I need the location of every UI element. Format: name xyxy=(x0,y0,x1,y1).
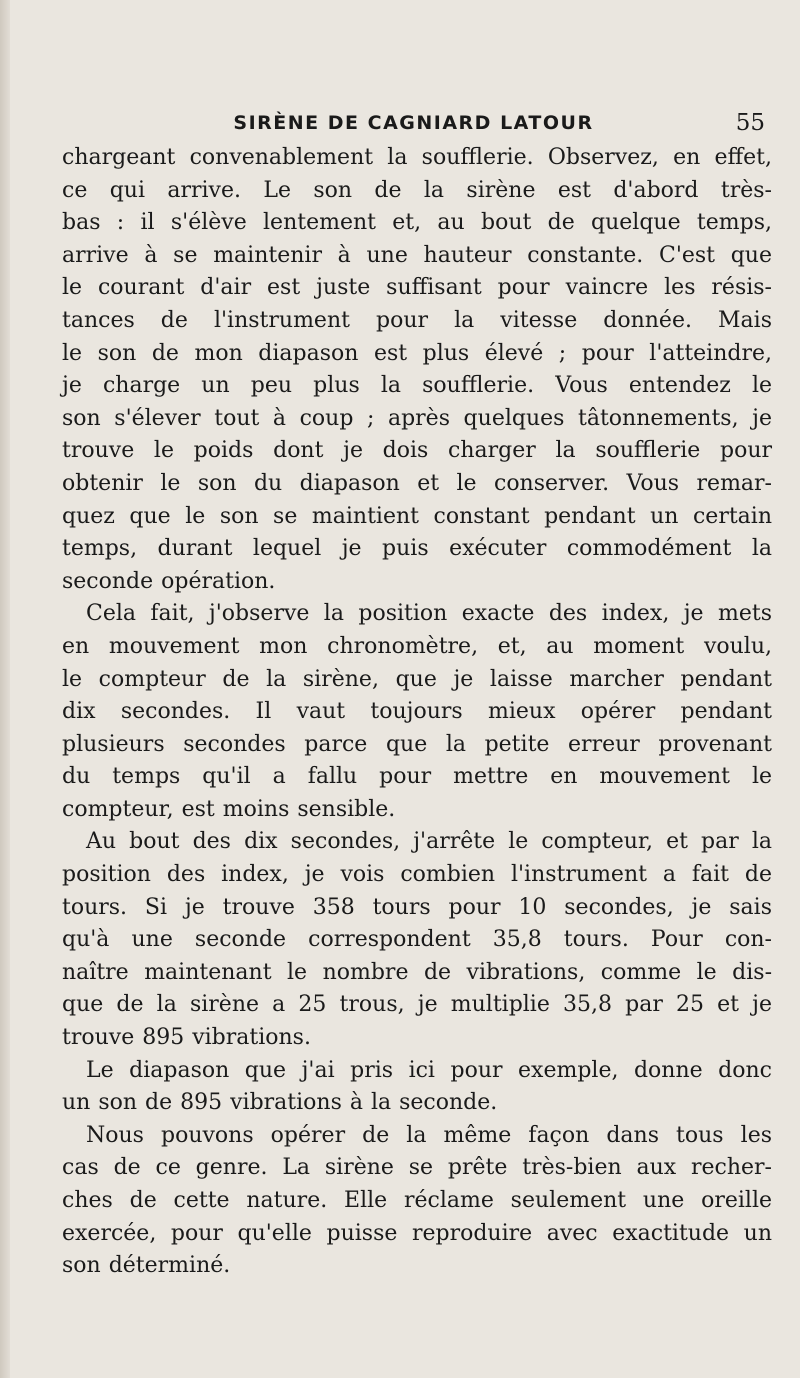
text-line: ches de cette nature. Elle réclame seulement une oreille xyxy=(62,1188,772,1213)
text-line: le courant d'air est juste suffisant pour vaincre les résis- xyxy=(62,275,772,301)
text-line: le compteur de la sirène, que je laisse marcher pendant xyxy=(62,666,772,692)
text-line: arrive à se maintenir à une hauteur constante. C'est que xyxy=(62,242,772,268)
text-line: dix secondes. Il vaut toujours mieux opérer pendant xyxy=(62,699,772,725)
text-line: bas : il s'élève lentement et, au bout de quelque temps, xyxy=(62,210,772,236)
text-line: position des index, je vois combien l'instrument a fait de xyxy=(62,862,772,888)
body-text xyxy=(62,142,772,1283)
text-line: son s'élever tout à coup ; après quelques tâtonnements, je xyxy=(62,405,772,431)
running-head-title: SIRÈNE DE CAGNIARD LATOUR xyxy=(233,112,594,134)
text-line: exercée, pour qu'elle puisse reproduire avec exactitude un xyxy=(62,1220,772,1246)
text-line: plusieurs secondes parce que la petite erreur provenant xyxy=(62,731,772,757)
text-line: que de la sirène a 25 trous, je multiplie 35,8 par 25 et je xyxy=(62,992,772,1018)
text-line: chargeant convenablement la soufflerie. Observez, en effet, xyxy=(62,145,772,170)
text-line: du temps qu'il a fallu pour mettre en mouvement le xyxy=(62,764,772,790)
page-number: 55 xyxy=(735,110,765,136)
page-binding-edge xyxy=(0,0,10,1378)
text-line: tours. Si je trouve 358 tours pour 10 secondes, je sais xyxy=(62,894,772,920)
text-line: ce qui arrive. Le son de la sirène est d'abord très- xyxy=(62,177,772,203)
running-head xyxy=(62,112,765,142)
text-line: seconde opération. xyxy=(62,568,276,594)
text-line: quez que le son se maintient constant pendant un certain xyxy=(62,503,772,529)
text-line: tances de l'instrument pour la vitesse donnée. Mais xyxy=(62,307,772,333)
text-line: trouve 895 vibrations. xyxy=(62,1025,311,1051)
text-line: obtenir le son du diapason et le conserver. Vous remar- xyxy=(62,470,772,496)
text-line: trouve le poids dont je dois charger la soufflerie pour xyxy=(62,438,772,464)
text-line: Cela fait, j'observe la position exacte des index, je mets xyxy=(86,601,772,627)
text-line: en mouvement mon chronomètre, et, au moment voulu, xyxy=(62,633,772,659)
text-line: son déterminé. xyxy=(62,1253,231,1279)
text-line: naître maintenant le nombre de vibrations, comme le dis- xyxy=(62,959,772,985)
text-line: un son de 895 vibrations à la seconde. xyxy=(62,1090,498,1116)
text-line: le son de mon diapason est plus élevé ; pour l'atteindre, xyxy=(62,340,772,366)
text-line: Nous pouvons opérer de la même façon dans tous les xyxy=(86,1122,772,1148)
text-line: je charge un peu plus la soufflerie. Vous entendez le xyxy=(62,373,772,399)
text-line: Au bout des dix secondes, j'arrête le compteur, et par la xyxy=(86,829,772,855)
text-line: compteur, est moins sensible. xyxy=(62,796,396,822)
text-line: Le diapason que j'ai pris ici pour exemple, donne donc xyxy=(86,1057,772,1083)
text-line: cas de ce genre. La sirène se prête très-bien aux recher- xyxy=(62,1155,772,1181)
text-line: temps, durant lequel je puis exécuter commodément la xyxy=(62,536,772,562)
text-line: qu'à une seconde correspondent 35,8 tours. Pour con- xyxy=(62,927,772,953)
